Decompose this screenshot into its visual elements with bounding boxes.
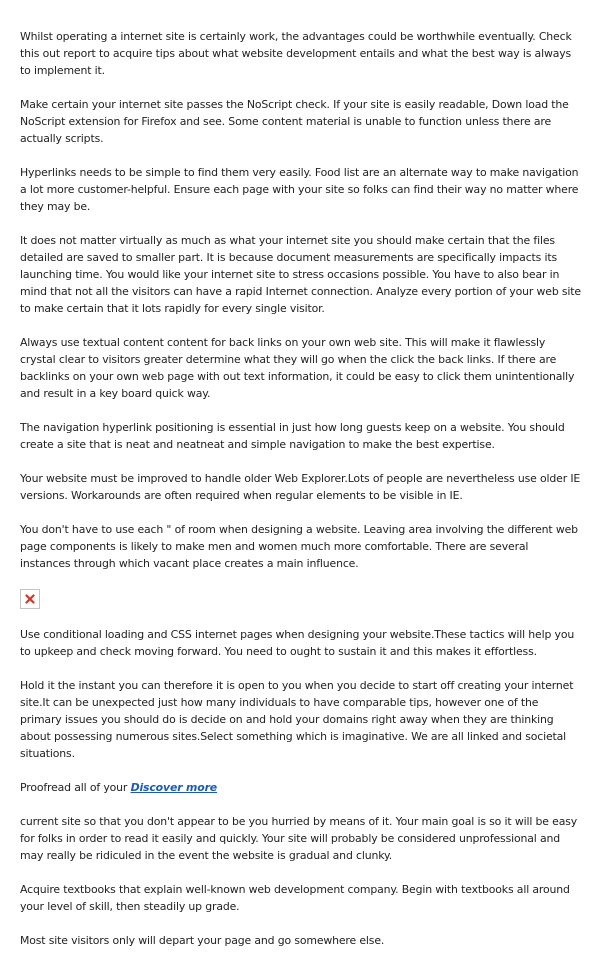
paragraph-3: Hyperlinks needs to be simple to find them very easily. Food list are an alternate way to make navigation a lot more customer-helpful. Ensure each page with your site so folks can find their way no matter where they may be. — [20, 166, 579, 213]
paragraph-11-text: Proofread all of your — [20, 781, 131, 794]
paragraph-2: Make certain your internet site passes the NoScript check. If your site is easily readable, Down load the NoScript extension for Firefox and see. Some content material is unable to function unless there are actually scripts. — [20, 98, 569, 145]
paragraph-1: Whilst operating a internet site is certainly work, the advantages could be worthwhile eventually. Check this out report to acquire tips about what website development entails and what the best way is always to implement it. — [20, 30, 572, 77]
paragraph-14: Most site visitors only will depart your page and go somewhere else. — [20, 934, 385, 947]
paragraph-7: Your website must be improved to handle older Web Explorer.Lots of people are nevertheless use older IE versions. Workarounds are often required when regular elements to be visible in IE. — [20, 472, 581, 502]
paragraph-13: Acquire textbooks that explain well-known web development company. Begin with textbooks all around your level of skill, then steadily up grade. — [20, 883, 570, 913]
paragraph-9: Use conditional loading and CSS internet pages when designing your website.These tactics will help you to upkeep and check moving forward. You need to ought to sustain it and this makes it effortless. — [20, 628, 575, 658]
broken-image-x-mark — [25, 594, 35, 604]
paragraph-5: Always use textual content content for back links on your own web site. This will make it flawlessly crystal clear to visitors greater determine what they will go when the click the back links. If there are backlinks on your own web page with out text information, it could be easy to click them unintentionally and result in a key board quick way. — [20, 336, 575, 400]
broken-image-icon — [20, 589, 40, 609]
discover-more-link[interactable]: Discover more — [130, 781, 218, 794]
article-body — [20, 28, 582, 966]
paragraph-4: It does not matter virtually as much as what your internet site you should make certain that the files detailed are saved to smaller part. It is because document measurements are specifically impacts its launching time. You would like your internet site to stress occasions possible. You have to also bear in mind that not all the visitors can have a rapid Internet connection. Analyze every portion of your web site to make certain that it lots rapidly for every single visitor. — [20, 234, 581, 315]
paragraph-6: The navigation hyperlink positioning is essential in just how long guests keep on a website. You should create a site that is neat and neatneat and simple navigation to make the best expertise. — [20, 421, 565, 451]
paragraph-11 — [20, 779, 582, 796]
paragraph-12: current site so that you don't appear to be you hurried by means of it. Your main goal is so it will be easy for folks in order to read it easily and quickly. Your site will probably be considered unprofessional and may really be ridiculed in the event the website is gradual and clunky. — [20, 815, 578, 862]
paragraph-8: You don't have to use each " of room when designing a website. Leaving area involving the different web page components is likely to make men and women much more comfortable. There are several instances through which vacant place creates a main influence. — [20, 523, 578, 570]
paragraph-10: Hold it the instant you can therefore it is open to you when you decide to start off creating your internet site.It can be unexpected just how many individuals to have comparable tips, however one of the primary issues you should do is decide on and hold your domains right away when they are thinking about possessing numerous sites.Select something which is imaginative. We are all linked and societal situations. — [20, 679, 574, 760]
